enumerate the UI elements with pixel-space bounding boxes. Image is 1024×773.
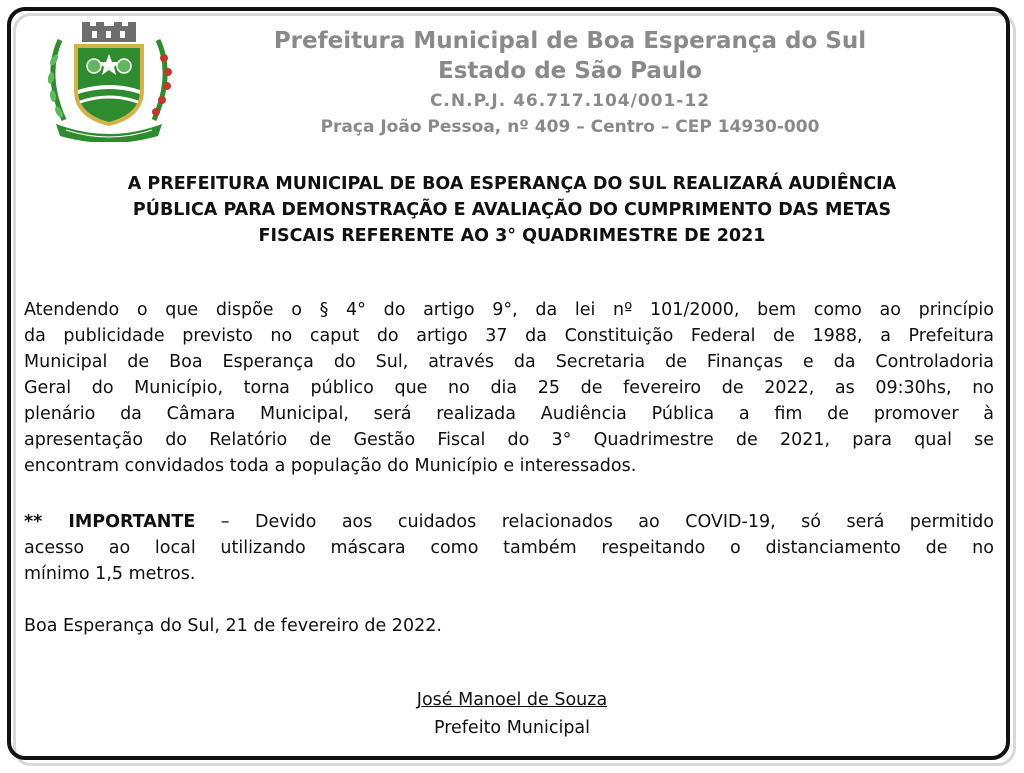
cnpj-number: C.N.P.J. 46.717.104/001-12 <box>429 91 711 111</box>
notice-title-line: PÚBLICA PARA DEMONSTRAÇÃO E AVALIAÇÃO DO CUMPRIMENTO DAS METAS <box>132 200 892 220</box>
paragraph-line: Municipal de Boa Esperança do Sul, através da Secretaria de Finanças e da Controladoria <box>24 352 994 372</box>
important-notice <box>24 509 994 587</box>
place-date-text: Boa Esperança do Sul, 21 de fevereiro de 2022. <box>24 616 442 636</box>
paragraph-line: da publicidade previsto no caput do artigo 37 da Constituição Federal de 1988, a Prefeitura <box>24 326 994 346</box>
paragraph-line <box>24 509 994 535</box>
paragraph-line: plenário da Câmara Municipal, será realizada Audiência Pública a fim de promover à <box>24 404 994 424</box>
state-name: Estado de São Paulo <box>438 58 702 84</box>
notice-title-line: FISCAIS REFERENTE AO 3° QUADRIMESTRE DE 2021 <box>258 226 766 246</box>
paragraph-line: acesso ao local utilizando máscara como também respeitando o distanciamento de no <box>24 538 994 558</box>
paragraph-line: encontram convidados toda a população do Município e interessados. <box>24 456 637 476</box>
signatory-role: Prefeito Municipal <box>433 718 591 738</box>
notice-title <box>18 171 1006 249</box>
important-text: – Devido aos cuidados relacionados ao COVID-19, só será permitido <box>195 512 994 532</box>
announcement-paragraph <box>24 297 994 479</box>
place-and-date <box>24 613 994 639</box>
address-line: Praça João Pessoa, nº 409 – Centro – CEP 14930-000 <box>320 117 820 137</box>
paragraph-line: apresentação do Relatório de Gestão Fiscal do 3° Quadrimestre de 2021, para qual se <box>24 430 994 450</box>
paragraph-line: Atendendo o que dispõe o § 4° do artigo 9°, da lei nº 101/2000, bem como ao princípio <box>24 300 994 320</box>
notice-title-line: A PREFEITURA MUNICIPAL DE BOA ESPERANÇA DO SUL REALIZARÁ AUDIÊNCIA <box>127 174 897 194</box>
paragraph-line: Geral do Município, torna público que no dia 25 de fevereiro de 2022, as 09:30hs, no <box>24 378 994 398</box>
important-label: ** IMPORTANTE <box>24 512 196 532</box>
municipality-name: Prefeitura Municipal de Boa Esperança do Sul <box>273 28 867 54</box>
signatory-name: José Manoel de Souza <box>416 690 608 710</box>
paragraph-line: mínimo 1,5 metros. <box>24 564 196 584</box>
